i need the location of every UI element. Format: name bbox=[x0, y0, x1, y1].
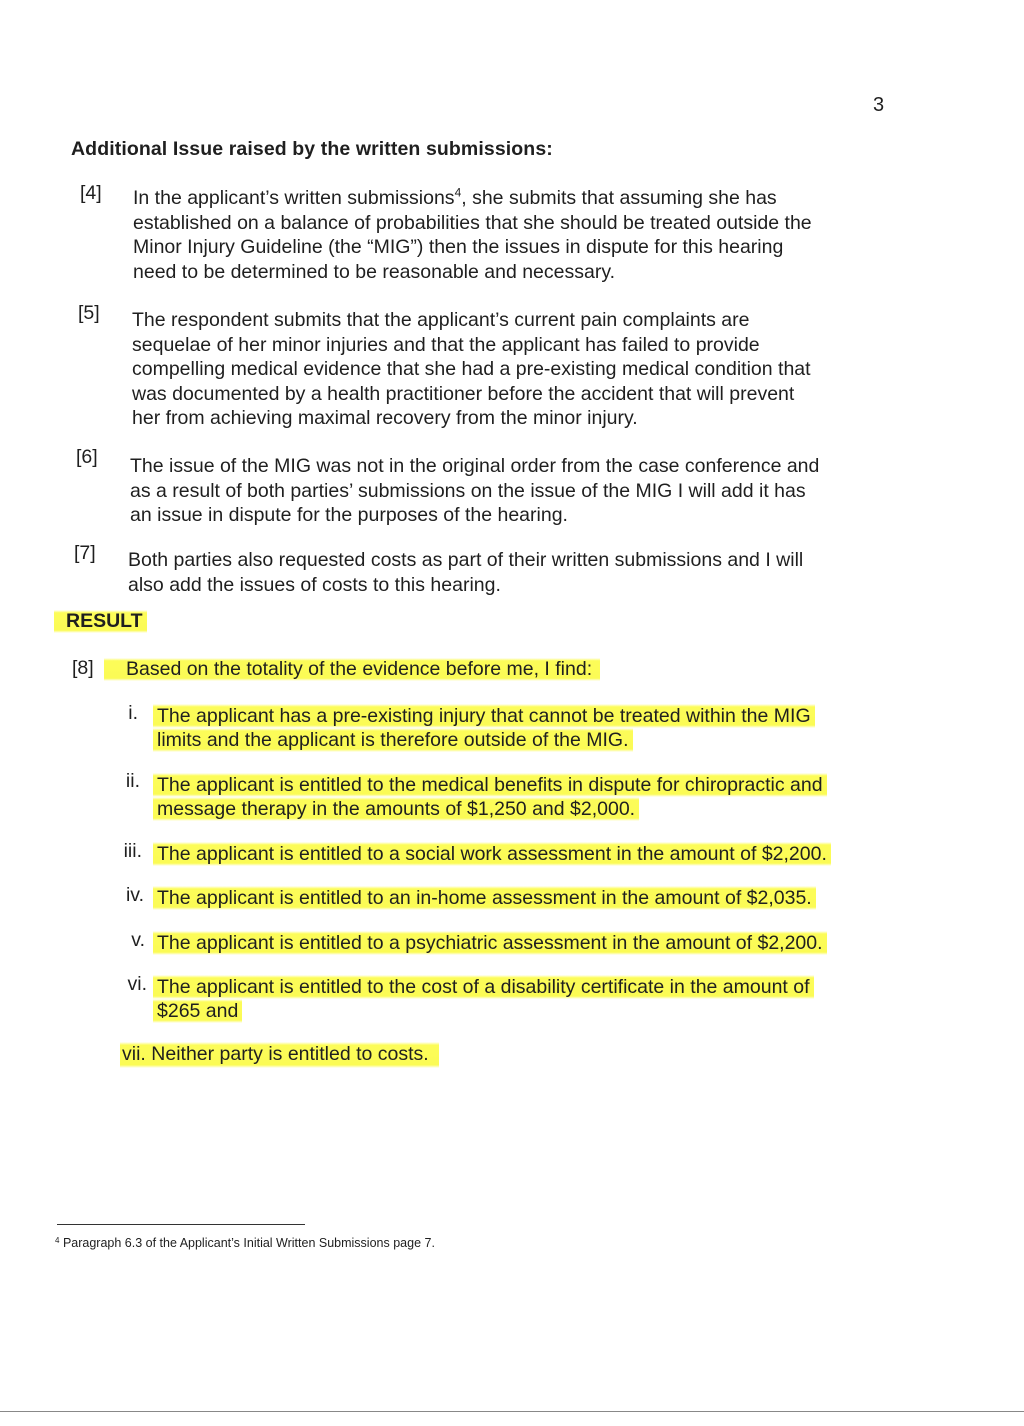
paragraph-line: The issue of the MIG was not in the original order from the case conference and bbox=[130, 455, 820, 477]
footnote-reference: 4 bbox=[454, 185, 462, 200]
item-numeral: iii. bbox=[123, 840, 142, 862]
result-intro: Based on the totality of the evidence before me, I find: bbox=[104, 658, 600, 681]
item-numeral: i. bbox=[128, 702, 138, 724]
paragraph-line: also add the issues of costs to this hearing. bbox=[128, 573, 501, 596]
item-line: The applicant has a pre-existing injury that cannot be treated within the MIG bbox=[153, 704, 815, 728]
item-line: The applicant is entitled to the medical benefits in dispute for chiropractic and bbox=[153, 773, 827, 797]
result-item-iii bbox=[157, 843, 831, 867]
footnote-marker: 4 bbox=[55, 1236, 60, 1245]
paragraph-line: was documented by a health practitioner before the accident that will prevent bbox=[132, 382, 795, 405]
paragraph-line: sequelae of her minor injuries and that the applicant has failed to provide bbox=[132, 333, 760, 356]
paragraph-number-8: [8] bbox=[72, 657, 94, 679]
result-item-ii bbox=[157, 774, 827, 821]
paragraph-line: Minor Injury Guideline (the “MIG”) then the issues in dispute for this hearing bbox=[133, 236, 784, 258]
paragraph-6 bbox=[130, 454, 870, 528]
paragraph-number-5: [5] bbox=[78, 302, 100, 324]
paragraph-line: her from achieving maximal recovery from the minor injury. bbox=[132, 407, 638, 429]
paragraph-line: need to be determined to be reasonable and necessary. bbox=[133, 260, 616, 283]
footnote bbox=[55, 1236, 435, 1250]
result-item-iv bbox=[157, 887, 816, 911]
paragraph-text: , she submits that assuming she has bbox=[461, 187, 777, 209]
item-line: $265 and bbox=[153, 999, 242, 1023]
item-numeral: v. bbox=[131, 929, 145, 951]
paragraph-text: In the applicant’s written submissions bbox=[133, 187, 455, 209]
scan-edge-line bbox=[0, 1411, 1024, 1412]
item-line: Neither party is entitled to costs. bbox=[151, 1043, 429, 1065]
paragraph-number-7: [7] bbox=[74, 542, 96, 564]
paragraph-line: The respondent submits that the applicant’s current pain complaints are bbox=[132, 309, 750, 331]
result-item-v bbox=[157, 932, 827, 956]
footnote-separator bbox=[57, 1224, 305, 1225]
result-item-vii bbox=[120, 1042, 439, 1068]
result-heading: RESULT bbox=[54, 610, 147, 633]
item-numeral: iv. bbox=[125, 884, 144, 906]
item-line: The applicant is entitled to a social work assessment in the amount of $2,200. bbox=[153, 842, 831, 866]
paragraph-line: compelling medical evidence that she had a pre-existing medical condition that bbox=[132, 358, 811, 380]
paragraph-5 bbox=[132, 308, 872, 431]
item-line: The applicant is entitled to an in-home assessment in the amount of $2,035. bbox=[153, 886, 816, 910]
paragraph-line: established on a balance of probabilities that she should be treated outside the bbox=[133, 211, 812, 234]
page-number: 3 bbox=[873, 94, 885, 116]
paragraph-4 bbox=[133, 186, 873, 284]
paragraph-number-6: [6] bbox=[76, 446, 98, 468]
footnote-text: Paragraph 6.3 of the Applicant’s Initial Written Submissions page 7. bbox=[62, 1236, 435, 1250]
item-numeral: vi. bbox=[127, 973, 147, 995]
item-line: The applicant is entitled to the cost of a disability certificate in the amount of bbox=[153, 975, 814, 999]
result-item-i bbox=[157, 705, 815, 752]
result-item-vi bbox=[157, 976, 814, 1023]
paragraph-line: as a result of both parties’ submissions on the issue of the MIG I will add it has bbox=[130, 479, 806, 502]
section-heading: Additional Issue raised by the written submissions: bbox=[71, 138, 553, 160]
item-line: message therapy in the amounts of $1,250 and $2,000. bbox=[153, 797, 639, 821]
paragraph-number-4: [4] bbox=[80, 182, 102, 204]
paragraph-line: Both parties also requested costs as part of their written submissions and I will bbox=[128, 549, 804, 571]
paragraph-line bbox=[133, 186, 873, 211]
item-numeral: vii. bbox=[122, 1043, 146, 1065]
item-numeral: ii. bbox=[125, 770, 140, 792]
paragraph-line: an issue in dispute for the purposes of the hearing. bbox=[130, 504, 568, 526]
item-line: limits and the applicant is therefore outside of the MIG. bbox=[153, 728, 633, 752]
paragraph-7 bbox=[128, 548, 868, 597]
item-line: The applicant is entitled to a psychiatric assessment in the amount of $2,200. bbox=[153, 931, 827, 955]
